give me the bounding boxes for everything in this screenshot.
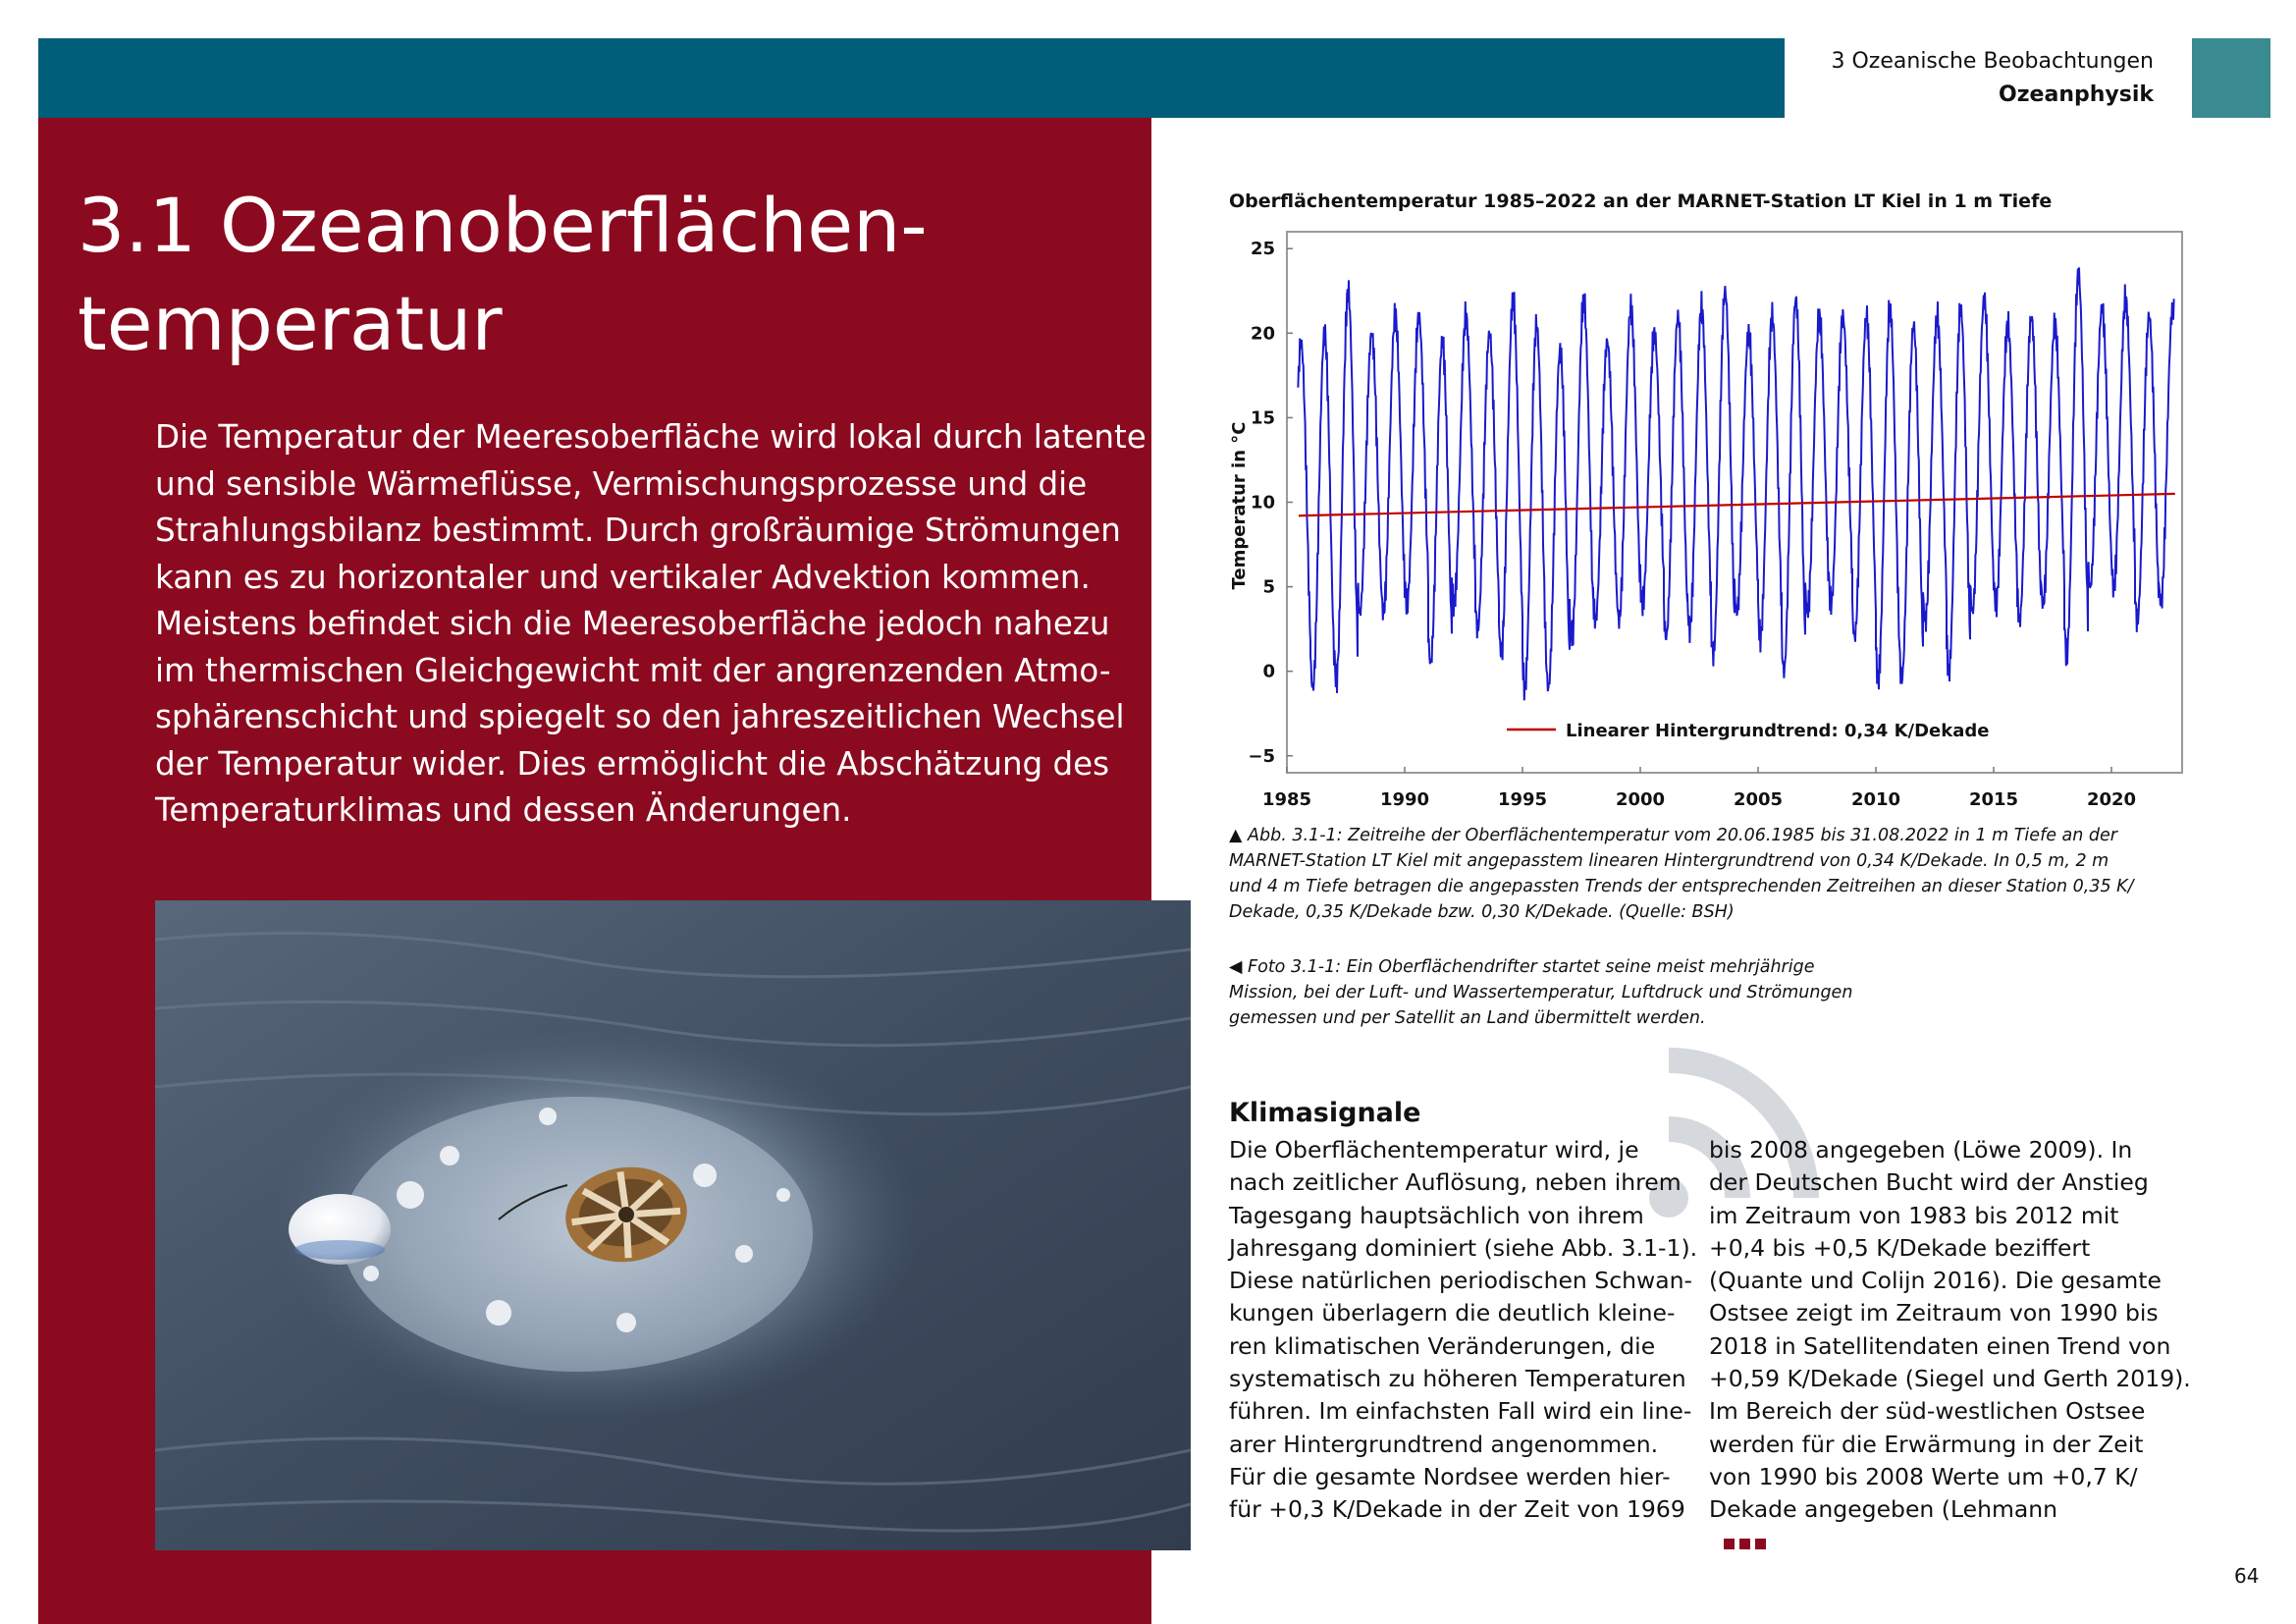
body-line: bis 2008 angegeben (Löwe 2009). In [1709, 1136, 2133, 1164]
continued-marker-icon [1719, 1527, 2170, 1559]
body-line: werden für die Erwärmung in der Zeit [1709, 1430, 2144, 1458]
body-line: von 1990 bis 2008 Werte um +0,7 K/ [1709, 1462, 2138, 1490]
y-tick-label: 25 [1250, 239, 1275, 260]
section-label: Ozeanphysik [1999, 82, 2154, 107]
intro-line: der Temperatur wider. Dies ermöglicht die Abschätzung des [155, 744, 1110, 783]
body-line: Ostsee zeigt im Zeitraum von 1990 bis [1709, 1299, 2159, 1327]
caption-text: Foto 3.1-1: Ein Oberflächendrifter startet seine meist mehrjährige [1248, 957, 1815, 977]
chapter-label: 3 Ozeanische Beobachtungen [1831, 49, 2154, 74]
body-line: kungen überlagern die deutlich kleine- [1229, 1299, 1676, 1327]
intro-line: Temperaturklimas und dessen Änderungen. [155, 791, 852, 829]
section-heading: Klimasignale [1229, 1098, 1421, 1128]
x-tick-label: 2015 [1968, 789, 2019, 810]
caption-line: und 4 m Tiefe betragen die angepassten Trends der entsprechenden Zeitreihen an dieser Station 0,35 K/ [1229, 877, 2134, 896]
body-line: Für die gesamte Nordsee werden hier- [1229, 1462, 1671, 1490]
figure-caption [1229, 823, 2211, 925]
intro-line: im thermischen Gleichgewicht mit der angrenzenden Atmo- [155, 651, 1111, 689]
body-text: Dekade angegeben (Lehmann [1709, 1495, 2058, 1524]
intro-line: und sensible Wärmeflüsse, Vermischungsprozesse und die [155, 464, 1088, 503]
x-tick-label: 1995 [1497, 789, 1548, 810]
body-line: Tagesgang hauptsächlich von ihrem [1229, 1201, 1644, 1229]
photo-caption-marker: ◀ [1229, 957, 1243, 977]
temperature-chart [1217, 221, 2199, 820]
header-bar [38, 38, 1785, 118]
x-tick-label: 2000 [1615, 789, 1666, 810]
body-line: Jahresgang dominiert (siehe Abb. 3.1-1). [1229, 1233, 1698, 1262]
body-line [1709, 1493, 2170, 1559]
intro-paragraph [155, 414, 1147, 835]
body-line: für +0,3 K/Dekade in der Zeit von 1969 [1229, 1495, 1685, 1524]
body-line: +0,4 bis +0,5 K/Dekade beziffert [1709, 1233, 2091, 1262]
caption-line: Mission, bei der Luft- und Wassertemperatur, Luftdruck und Strömungen [1229, 983, 1853, 1002]
body-line: +0,59 K/Dekade (Siegel und Gerth 2019). [1709, 1365, 2191, 1393]
body-line: nach zeitlicher Auflösung, neben ihrem [1229, 1168, 1682, 1197]
intro-line: Strahlungsbilanz bestimmt. Durch großräumige Strömungen [155, 512, 1121, 549]
body-line: Im Bereich der süd-westlichen Ostsee [1709, 1397, 2146, 1426]
intro-line: sphärenschicht und spiegelt so den jahreszeitlichen Wechsel [155, 698, 1125, 735]
x-tick-label: 1985 [1261, 789, 1312, 810]
page-title-line: temperatur [78, 280, 503, 367]
caption-line [1229, 954, 2211, 980]
text-column-right [1709, 1134, 2191, 1559]
body-line: 2018 in Satellitendaten einen Trend von [1709, 1331, 2171, 1360]
body-line: der Deutschen Bucht wird der Anstieg [1709, 1168, 2149, 1197]
body-line: Die Oberflächentemperatur wird, je [1229, 1136, 1639, 1164]
y-tick-label: 10 [1250, 492, 1275, 514]
x-tick-label: 2005 [1733, 789, 1784, 810]
caption-line [1229, 823, 2211, 848]
body-line: im Zeitraum von 1983 bis 2012 mit [1709, 1201, 2119, 1229]
intro-line: Die Temperatur der Meeresoberfläche wird lokal durch latente [155, 418, 1147, 456]
page-number: 64 [2234, 1564, 2260, 1588]
y-tick-label: 5 [1262, 576, 1275, 598]
page-title [78, 177, 1059, 373]
body-line: führen. Im einfachsten Fall wird ein line- [1229, 1397, 1692, 1426]
body-line: arer Hintergrundtrend angenommen. [1229, 1430, 1659, 1458]
page-title-line: 3.1 Ozeanoberflächen- [78, 182, 928, 269]
y-axis-label: Temperatur in °C [1229, 421, 1250, 590]
figure-caption-marker: ▲ [1229, 826, 1243, 845]
caption-line: MARNET-Station LT Kiel mit angepasstem linearen Hintergrundtrend von 0,34 K/Dekade. In 0,5 m, 2 m [1229, 851, 2109, 871]
y-tick-label: 20 [1250, 323, 1275, 345]
intro-line: kann es zu horizontaler und vertikaler Advektion kommen. [155, 558, 1091, 596]
caption-line: gemessen und per Satellit an Land übermittelt werden. [1229, 1008, 1706, 1028]
y-tick-label: 0 [1262, 661, 1275, 682]
body-line: Diese natürlichen periodischen Schwan- [1229, 1267, 1693, 1295]
body-line: ren klimatischen Veränderungen, die [1229, 1331, 1656, 1360]
header-accent-box [2192, 38, 2270, 118]
drifter-buoy-photo [155, 900, 1191, 1550]
intro-line: Meistens befindet sich die Meeresoberfläche jedoch nahezu [155, 605, 1110, 642]
x-tick-label: 1990 [1379, 789, 1430, 810]
legend-label: Linearer Hintergrundtrend: 0,34 K/Dekade [1566, 721, 1990, 741]
y-tick-label: 15 [1250, 407, 1275, 429]
x-tick-label: 2020 [2086, 789, 2137, 810]
body-line: (Quante und Colijn 2016). Die gesamte [1709, 1267, 2162, 1295]
x-tick-label: 2010 [1850, 789, 1901, 810]
photo-caption [1229, 954, 2211, 1031]
chart-title: Oberflächentemperatur 1985–2022 an der MARNET-Station LT Kiel in 1 m Tiefe [1229, 190, 2053, 212]
text-column-left [1229, 1134, 1698, 1527]
caption-line: Dekade, 0,35 K/Dekade bzw. 0,30 K/Dekade. (Quelle: BSH) [1229, 902, 1735, 922]
body-line: systematisch zu höheren Temperaturen [1229, 1365, 1686, 1393]
y-tick-label: −5 [1248, 745, 1275, 767]
caption-text: Abb. 3.1-1: Zeitreihe der Oberflächentemperatur vom 20.06.1985 bis 31.08.2022 in 1 m Tiefe an der [1248, 826, 2118, 845]
running-header [1832, 45, 2155, 112]
